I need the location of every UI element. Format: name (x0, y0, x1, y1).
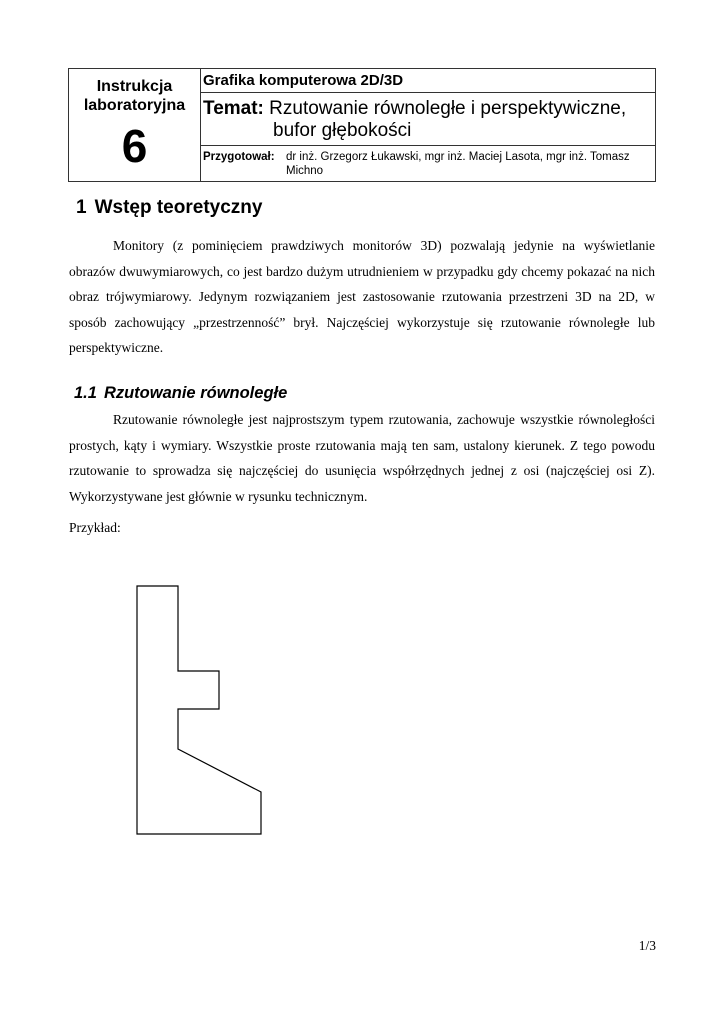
header-right-cell (200, 69, 655, 181)
section-1-1-paragraph (69, 407, 655, 509)
prepared-value: dr inż. Grzegorz Łukawski, mgr inż. Maciej Lasota, mgr inż. Tomasz Michno (286, 151, 630, 177)
course-title: Grafika komputerowa 2D/3D (200, 69, 655, 93)
example-label: Przykład: (69, 520, 121, 535)
page-number: 1/3 (638, 938, 656, 953)
section-1-1-heading (74, 384, 287, 403)
topic-line-1: Rzutowanie równoległe i perspektywiczne, (269, 98, 627, 119)
section-1-1-number: 1.1 (74, 384, 97, 402)
header-table (68, 68, 656, 182)
profile-shape (137, 586, 261, 834)
section-1-text: Monitory (z pominięciem prawdziwych monitorów 3D) pozwalają jedynie na wyświetlanie obrazów dwuwymiarowych, co jest bardzo dużym utrudnieniem w przypadku gdy chcemy pokazać na nich obraz trójwymiarowy. Jedynym rozwiązaniem jest zastosowanie rzutowania przestrzeni 3D na 2D, w sposób zachowujący „przestrzenność” brył. Najczęściej wykorzystuje się rzutowanie równoległe lub perspektywiczne. (69, 238, 655, 355)
section-1-number: 1 (76, 197, 87, 218)
topic-row (200, 93, 655, 146)
topic-line-2: bufor głębokości (273, 120, 412, 141)
section-1-paragraph (69, 233, 655, 361)
prepared-row (200, 146, 655, 181)
section-1-heading (76, 197, 262, 219)
instruction-label: Instrukcja laboratoryjna (83, 78, 186, 114)
topic-label: Temat: (203, 98, 264, 119)
prepared-label: Przygotował: (203, 151, 275, 163)
section-1-1-text: Rzutowanie równoległe jest najprostszym typem rzutowania, zachowuje wszystkie równoległości prostych, kąty i wymiary. Wszystkie proste rzutowania mają ten sam, ustalony kierunek. Z tego powodu rzutowanie to sprowadza się najczęściej do usunięcia współrzędnych jednej z osi (najczęściej osi Z). Wykorzystywane jest głównie w rysunku technicznym. (69, 412, 655, 504)
instruction-number: 6 (121, 120, 148, 172)
section-1-title: Wstęp teoretyczny (94, 197, 263, 218)
section-1-1-title: Rzutowanie równoległe (103, 384, 288, 402)
header-left-cell (69, 69, 201, 181)
